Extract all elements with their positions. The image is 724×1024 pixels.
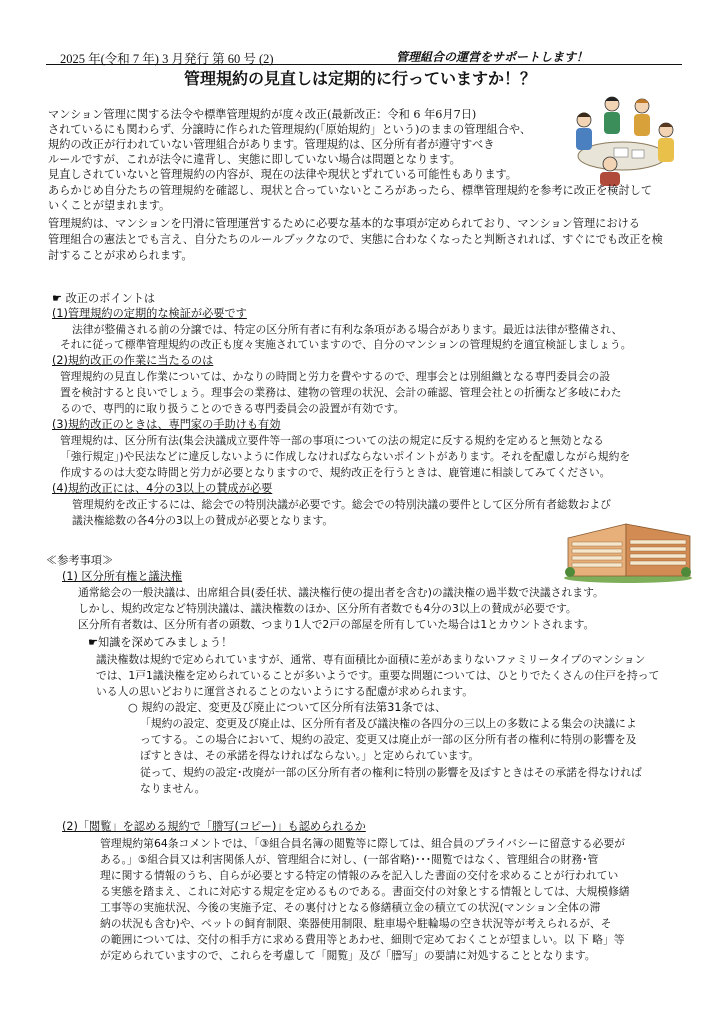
apartment-building-illustration [562,516,694,584]
points-heading: ☛ 改正のポイントは [52,292,156,305]
reference-body: が定められていますので、これらを考慮して「閲覧」及び「謄写」の要請に対処することとなります。 [100,949,596,962]
tip-body: 議決権数は規約で定められていますが、通常、専有面積比か面積に差があまりないファミリータイプのマンション [96,653,646,666]
intro-line: 管理規約は、マンションを円滑に管理運営するために必要な基本的な事項が定められており、マンション管理における [48,217,640,230]
intro-line: マンション管理に関する法令や標準管理規約が度々改正(最新改正：令和 6 年6月7日) [48,108,477,121]
reference-section-title: (1) 区分所有権と議決権 [62,570,183,583]
intro-line: 管理組合の憲法とでも言え、自分たちのルールブックなので、実態に合わなくなったと判断されれば、すぐにでも改正を検 [48,233,663,246]
point-body: 作成するのは大変な時間と労力が必要となりますので、規約改正を行うときは、鹿管連に相談してみてください。 [60,466,611,479]
conclusion: なりません。 [140,782,206,795]
reference-body: る実態を踏まえ、これに対応する規定を定めるものである。書面交付の対象とする情報としては、大規模修繕 [100,885,630,898]
point-body: それに従って標準管理規約の改正も度々実施されていますので、自分のマンションの管理規約を適宜検証しましょう。 [60,338,632,351]
point-title: (3)規約改正のときは、専門家の手助けも有効 [52,418,281,431]
law-quote: ぼすときは、その承諾を得なければならない。」と定められています。 [140,749,480,762]
point-title: (1)管理規約の定期的な検証が必要です [52,307,247,320]
intro-line: あらかじめ自分たちの管理規約を確認し、現状と合っていないところがあったら、標準管理規約を参考に改正を検討して [48,184,653,197]
point-body: 置を検討すると良いでしょう。理事会の業務は、建物の管理の状況、会計の確認、管理会社との折衝など多岐にわた [60,386,622,399]
intro-line: 見直しされていないと管理規約の内容が、現在の法律や現状とずれている可能性もあります。 [48,168,517,181]
person-1 [576,113,592,151]
reference-heading: ≪参考事項≫ [46,554,114,567]
person-4 [658,123,674,162]
reference-body: 通常総会の一般決議は、出席組合員(委任状、議決権行使の提出者を含む)の議決権の過半数で決議されます。 [78,586,604,599]
page-title: 管理規約の見直しは定期的に行っていますか！？ [184,69,537,88]
reference-body: 工事等の実施状況、今後の実施予定、その裏付けとなる修繕積立金の積立ての状況(マンション全体の滞 [100,901,601,914]
point-body: るので、専門的に取り扱うことのできる専門委員会の設置が有効です。 [60,402,405,415]
header-tagline: 管理組合の運営をサポートします！ [396,50,589,64]
reference-body: の範囲については、交付の相手方に求める費用等とあわせ、細則で定めておくことが望ましい。以 下 略」等 [100,933,625,946]
intro-line: されているにも関わらず、分譲時に作られた管理規約(「原始規約」という)のままの管理組合や、 [48,123,532,136]
reference-section-title: (2)「閲覧」を認める規約で「謄写(コピー)」も認められるか [62,820,366,833]
point-body: 法律が整備される前の分譲では、特定の区分所有者に有利な条項がある場合があります。最近は法律が整備され、 [72,323,623,336]
tip-body: では、1戸1議決権を定められていることが多いようです。重要な問題については、ひとりでたくさんの住戸を持って [96,669,660,682]
point-body: 管理規約は、区分所有法(集会決議成立要件等一部の事項についての法の規定に反する規約を定めると無効となる [60,434,604,447]
point-title: (4)規約改正には、4分の3以上の賛成が必要 [52,482,273,495]
tip-heading: ☛知識を深めてみましょう！ [88,636,233,649]
point-body: 「強行規定」)や民法などに違反しないように作成しなければならないポイントがあります。それを配慮しながら規約を [60,450,631,463]
intro-line: いくことが望まれます。 [48,199,171,212]
header-rule [46,64,682,65]
meeting-illustration [570,90,680,188]
reference-body: 理に関する情報のうち、自らが必要とする特定の情報のみを記入した書面の交付を求めることが行われてい [100,869,619,882]
point-body: 議決権総数の各4分の3以上の賛成が必要となります。 [72,514,334,527]
reference-body: 区分所有者数は、区分所有者の頭数、つまり1人で2戸の部屋を所有していた場合は1とカウントされます。 [78,618,595,631]
circle-item: ○ 規約の設定、変更及び廃止について区分所有法第31条では、 [128,701,447,714]
point-body: 管理規約の見直し作業については、かなりの時間と労力を費やするので、理事会とは別組織となる専門委員会の設 [60,370,611,383]
point-body: 管理規約を改正するには、総会での特別決議が必要です。総会での特別決議の要件として区分所有者総数および [72,498,611,511]
reference-body: しかし、規約改定など特別決議は、議決権数のほか、区分所有者数でも4分の3以上の賛成が必要です。 [78,602,577,615]
person-2 [604,97,620,134]
intro-line: 規約の改正が行われていない管理組合があります。管理規約は、区分所有者が遵守すべき [48,138,495,151]
reference-body: 納の状況も含む)や、ペットの飼育制限、楽器使用制限、駐車場や駐輪場の空き状況等が考えられるが、そ [100,917,612,930]
point-title: (2)規約改正の作業に当たるのは [52,354,214,367]
intro-line: ルールですが、これが法令に違背し、実態に即していない場合は問題となります。 [48,153,461,166]
law-quote: ってする。この場合において、規約の設定、変更又は廃止が一部の区分所有者の権利に特別の影響を及 [140,733,637,746]
intro-line: 討することが求められます。 [48,249,193,262]
conclusion: 従って、規約の設定･改廃が一部の区分所有者の権利に特別の影響を及ぼすときはその承諾を得なければ [140,766,642,779]
law-quote: 「規約の設定、変更及び廃止は、区分所有者及び議決権の各四分の三以上の多数による集会の決議によ [140,717,637,730]
issue-info: 2025 年(令和 7 年) 3 月発行 第 60 号 (2) [60,52,274,66]
reference-body: ある。」⑤組合員又は利害関係人が、管理組合に対し、(一部省略)･･･閲覧ではなく、管理組合の財務･管 [100,853,599,866]
tip-body: いる人の思いどおりに運営されることのないようにする配慮が求められます。 [96,685,474,698]
person-3 [634,99,650,136]
reference-body: 管理規約第64条コメントでは、「③組合員名簿の閲覧等に際しては、組合員のプライバシーに留意する必要が [100,837,625,850]
